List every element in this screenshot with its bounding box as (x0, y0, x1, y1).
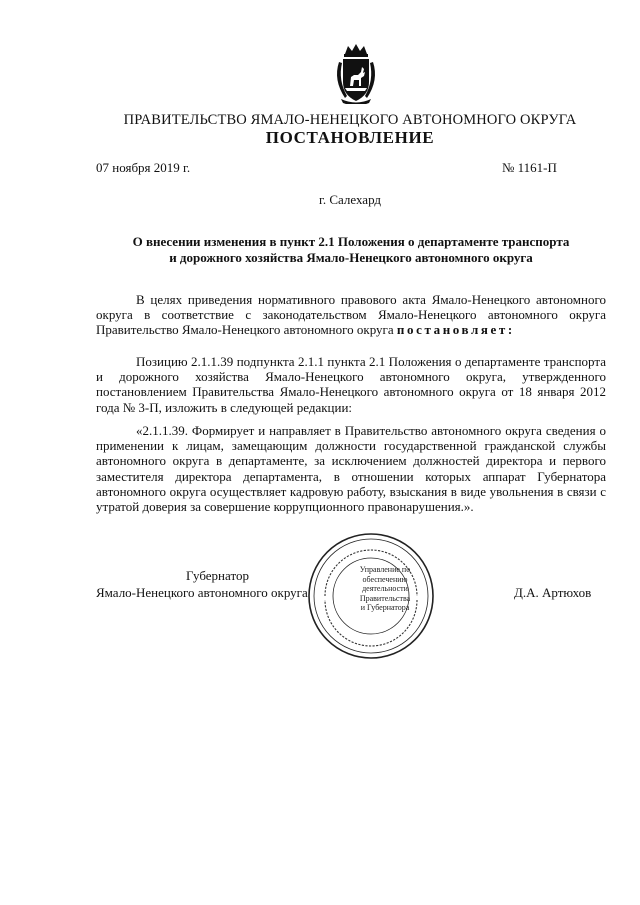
signatory-name: Д.А. Артюхов (514, 585, 592, 600)
title-line-1: О внесении изменения в пункт 2.1 Положения о департаменте транспорта (132, 234, 570, 249)
stamp-line: и Губернатора (360, 603, 410, 612)
stamp-center-text (350, 565, 420, 613)
stamp-line: обеспечению (362, 574, 408, 584)
quoted-paragraph: «2.1.1.39. Формирует и направляет в Правительство автономного округа сведения о применении к лицам, замещающим должности государственной гражданской службы автономного округа в департаменте, за исключением должностей директора и первого заместителя директора департамента, в отношении которых аппарат Губернатора автономного округа осуществляет кадровую работу, взыскания в виде увольнения в связи с утратой доверия за совершение коррупционного правонарушения.». (96, 423, 606, 515)
stamp-line: Правительства (359, 593, 411, 603)
document-date: 07 ноября 2019 г. (96, 160, 191, 175)
preamble-paragraph (96, 292, 606, 338)
document-city: г. Салехард (318, 192, 382, 207)
document-type: ПОСТАНОВЛЕНИЕ (265, 128, 435, 147)
main-paragraph: Позицию 2.1.1.39 подпункта 2.1.1 пункта 2.1 Положения о департаменте транспорта и дорожного хозяйства Ямало-Ненецкого автономного округа, утвержденного постановлением Правительства Ямало-Ненецкого автономного округа от 18 января 2012 года № 3-П, изложить в следующей редакции: (96, 354, 606, 415)
coat-of-arms-icon (331, 44, 381, 104)
title-line-2: и дорожного хозяйства Ямало-Ненецкого автономного округа (169, 250, 533, 265)
document-title (96, 234, 606, 266)
preamble-text: В целях приведения нормативного правового акта Ямало-Ненецкого автономного округа в соответствие с законодательством Ямало-Ненецкого автономного округа Правительство Ямало-Ненецкого автономного округа (96, 292, 606, 338)
stamp-line: Управление по (359, 565, 411, 574)
organization-name: ПРАВИТЕЛЬСТВО ЯМАЛО-НЕНЕЦКОГО АВТОНОМНОГО ОКРУГА (123, 112, 577, 128)
signatory-title: Губернатор (186, 568, 249, 583)
decree-word: постановляет: (396, 322, 515, 338)
signatory-organization: Ямало-Ненецкого автономного округа (96, 585, 308, 600)
stamp-line: деятельности (362, 584, 408, 593)
document-number: № 1161-П (502, 160, 557, 175)
